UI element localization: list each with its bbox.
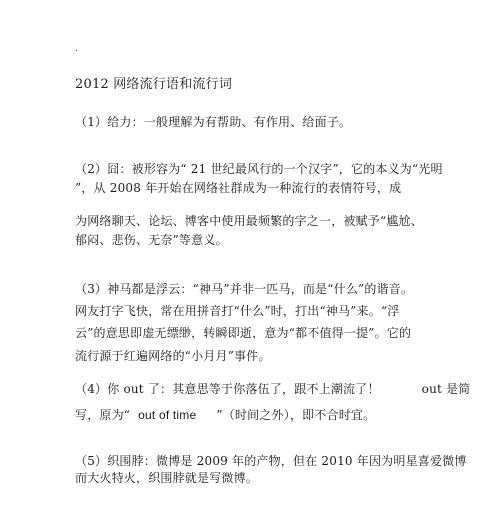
paragraph-3-line-4: 流行源于红遍网络的“小月月”事件。: [75, 349, 271, 363]
paragraph-4-line-2: [75, 408, 375, 422]
paragraph-4-line-2-end: ”（时间之外），即不合时宜。: [216, 408, 376, 422]
paragraph-4-line-1: [75, 382, 470, 396]
paragraph-2-line-2: ”，从 2008 年开始在网络社群成为一种流行的表情符号，成: [75, 181, 402, 195]
paragraph-3-line-2: 网友打字飞快，常在用拼音打“什么”时，打出“神马”来。“浮: [75, 304, 400, 318]
page-title: 2012 网络流行语和流行词: [75, 77, 233, 92]
paragraph-3-line-3: 云”的意思即虚无缥缈，转瞬即逝，意为“都不值得一提”。它的: [75, 326, 412, 340]
page-marker: .: [75, 44, 78, 54]
paragraph-4-line-2-term: out of time: [138, 408, 197, 422]
paragraph-5-line-1: （5）织围脖：微博是 2009 年的产物，但在 2010 年因为明星喜爱微博: [75, 454, 467, 468]
paragraph-4-line-1-tail: out 是简: [421, 382, 471, 396]
paragraph-2-line-1: （2）囧：被形容为“ 21 世纪最风行的一个汉字”，它的本义为“光明: [75, 162, 443, 176]
paragraph-1: （1）给力：一般理解为有帮助、有作用、给面子。: [75, 115, 352, 129]
paragraph-4-line-2-start: 写，原为“: [75, 408, 131, 422]
paragraph-5-line-2: 而大火特火，织围脖就是写微博。: [75, 471, 259, 485]
paragraph-3-line-1: （3）神马都是浮云：“神马”并非一匹马，而是“什么”的谐音。: [75, 282, 414, 296]
paragraph-2-line-4: 郁闷、悲伤、无奈”等意义。: [75, 233, 228, 247]
paragraph-2-line-3: 为网络聊天、论坛、博客中使用最频繁的字之一，被赋予“尴尬、: [75, 214, 423, 228]
paragraph-4-line-1-main: （4）你 out 了：其意思等于你落伍了，跟不上潮流了！: [75, 382, 380, 396]
